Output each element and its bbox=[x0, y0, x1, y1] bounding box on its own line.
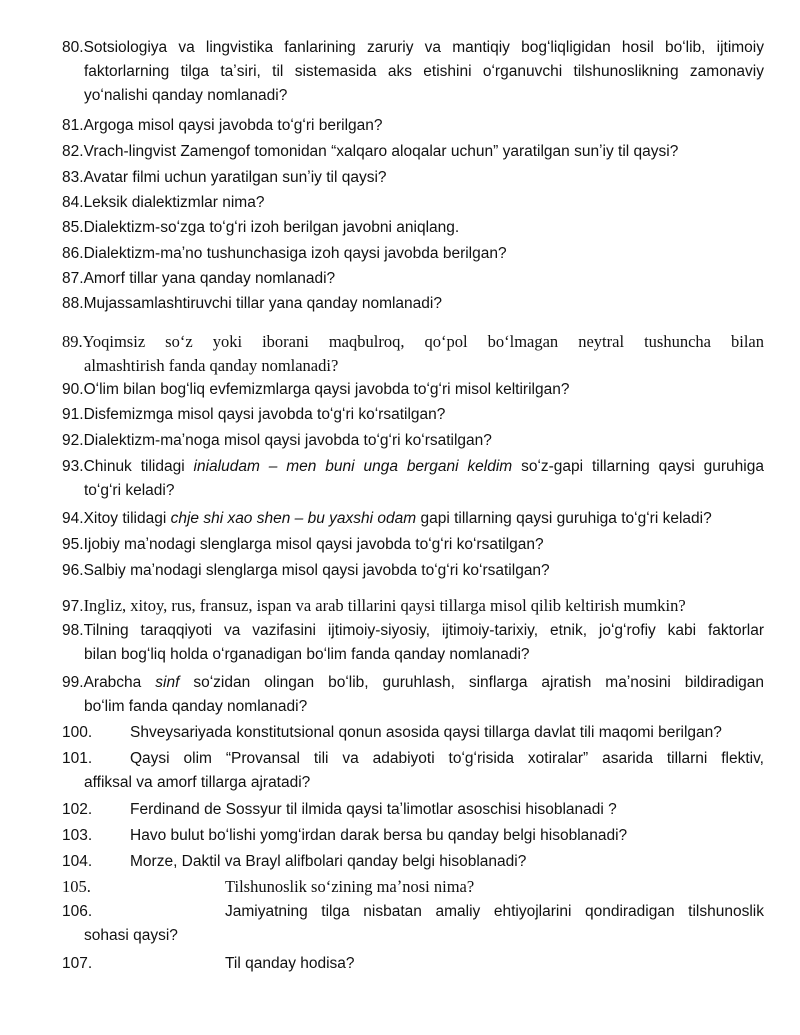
question-102 bbox=[62, 798, 764, 822]
question-number: 96. bbox=[62, 562, 84, 579]
question-number: 91. bbox=[62, 406, 84, 423]
question-text-cont: boʻlim fanda qanday nomlanadi? bbox=[84, 698, 308, 715]
question-101 bbox=[62, 747, 764, 795]
question-number: 88. bbox=[62, 295, 84, 312]
question-text: Ingliz, xitoy, rus, fransuz, ispan va arab tillarini qaysi tillarga misol qilib keltirish mumkin? bbox=[83, 596, 686, 615]
question-text: Ferdinand de Sossyur til ilmida qaysi taʼlimotlar asoschisi hisoblanadi ? bbox=[130, 801, 617, 818]
question-number: 82. bbox=[62, 143, 84, 160]
question-number: 94. bbox=[62, 510, 84, 527]
question-107 bbox=[62, 952, 764, 976]
question-text: Oʻlim bilan bogʻliq evfemizmlarga qaysi javobda toʻgʻri misol keltirilgan? bbox=[83, 381, 570, 398]
question-100 bbox=[62, 721, 764, 745]
question-text-cont: yoʻnalishi qanday nomlanadi? bbox=[84, 87, 288, 104]
question-number: 80. bbox=[62, 39, 84, 56]
question-number: 97. bbox=[62, 598, 84, 615]
question-number: 81. bbox=[62, 117, 84, 134]
question-97 bbox=[62, 594, 764, 619]
question-number: 89. bbox=[62, 332, 83, 351]
question-text-cont: bilan bogʻliq holda oʻrganadigan boʻlim fanda qanday nomlanadi? bbox=[84, 646, 530, 663]
question-number: 84. bbox=[62, 194, 84, 211]
question-text: Tilning taraqqiyoti va vazifasini ijtimoiy-siyosiy, ijtimoiy-tarixiy, etnik, joʻgʻrofiy kabi faktorlar bbox=[83, 622, 764, 639]
question-text: Til qanday hodisa? bbox=[225, 955, 355, 972]
question-text: soʻz-gapi tillarning qaysi guruhiga bbox=[512, 458, 764, 475]
question-81 bbox=[62, 114, 764, 138]
question-text-cont: toʻgʻri keladi? bbox=[84, 482, 175, 499]
question-number: 100. bbox=[62, 724, 93, 741]
question-99 bbox=[62, 671, 764, 719]
question-92 bbox=[62, 429, 764, 453]
question-95 bbox=[62, 533, 764, 557]
question-number: 101. bbox=[62, 750, 93, 767]
question-text: Havo bulut boʻlishi yomgʻirdan darak bersa bu qanday belgi hisoblanadi? bbox=[130, 827, 628, 844]
question-text-cont: faktorlarning tilga taʼsiri, til sistemasida aks etishini oʻrganuvchi tilshunoslikning zamonaviy bbox=[84, 63, 764, 80]
question-number: 102. bbox=[62, 801, 93, 818]
question-number: 99. bbox=[62, 674, 84, 691]
question-text-cont: almashtirish fanda qanday nomlanadi? bbox=[84, 356, 339, 375]
question-text: Arabcha bbox=[83, 674, 156, 691]
question-number: 98. bbox=[62, 622, 84, 639]
question-number: 93. bbox=[62, 458, 84, 475]
question-104 bbox=[62, 850, 764, 874]
question-87 bbox=[62, 267, 764, 291]
question-106 bbox=[62, 900, 764, 948]
question-82 bbox=[62, 140, 764, 164]
question-80 bbox=[62, 36, 764, 108]
question-94 bbox=[62, 507, 764, 531]
question-90 bbox=[62, 378, 764, 402]
question-text: Dialektizm-maʼno tushunchasiga izoh qaysi javobda berilgan? bbox=[83, 245, 507, 262]
question-text: Morze, Daktil va Brayl alifbolari qanday belgi hisoblanadi? bbox=[130, 853, 527, 870]
question-84 bbox=[62, 191, 764, 215]
question-text-cont: affiksal va amorf tillarga ajratadi? bbox=[84, 774, 311, 791]
question-89 bbox=[62, 330, 764, 378]
question-text: Disfemizmga misol qaysi javobda toʻgʻri koʻrsatilgan? bbox=[83, 406, 446, 423]
question-91 bbox=[62, 403, 764, 427]
question-text: Qaysi olim “Provansal tili va adabiyoti toʻgʻrisida xotiralar” asarida tillarni flektiv, bbox=[130, 750, 764, 767]
question-text: Vrach-lingvist Zamengof tomonidan “xalqaro aloqalar uchun” yaratilgan sunʼiy til qaysi? bbox=[83, 143, 679, 160]
question-number: 90. bbox=[62, 381, 84, 398]
question-88 bbox=[62, 292, 764, 316]
question-83 bbox=[62, 166, 764, 190]
question-text: Argoga misol qaysi javobda toʻgʻri berilgan? bbox=[83, 117, 383, 134]
question-text: Ijobiy maʼnodagi slenglarga misol qaysi javobda toʻgʻri koʻrsatilgan? bbox=[83, 536, 544, 553]
question-text: soʻzidan olingan boʻlib, guruhlash, sinflarga ajratish maʼnosini bildiradigan bbox=[179, 674, 764, 691]
question-number: 86. bbox=[62, 245, 84, 262]
question-text: Salbiy maʼnodagi slenglarga misol qaysi javobda toʻgʻri koʻrsatilgan? bbox=[83, 562, 550, 579]
question-text: Leksik dialektizmlar nima? bbox=[83, 194, 265, 211]
question-number: 103. bbox=[62, 827, 93, 844]
question-number: 92. bbox=[62, 432, 84, 449]
question-example: sinf bbox=[155, 674, 180, 691]
question-text: Jamiyatning tilga nisbatan amaliy ehtiyojlarini qondiradigan tilshunoslik bbox=[225, 903, 764, 920]
question-number: 87. bbox=[62, 270, 84, 287]
question-text: Sotsiologiya va lingvistika fanlarining zaruriy va mantiqiy bogʻliqligidan hosil boʻlib, ijtimoiy bbox=[83, 39, 764, 56]
question-text: Avatar filmi uchun yaratilgan sunʼiy til qaysi? bbox=[83, 169, 387, 186]
question-text: Dialektizm-soʻzga toʻgʻri izoh berilgan javobni aniqlang. bbox=[83, 219, 460, 236]
question-103 bbox=[62, 824, 764, 848]
question-number: 95. bbox=[62, 536, 84, 553]
question-text: Mujassamlashtiruvchi tillar yana qanday nomlanadi? bbox=[83, 295, 442, 312]
question-number: 106. bbox=[62, 903, 93, 920]
question-text: Dialektizm-maʼnoga misol qaysi javobda toʻgʻri koʻrsatilgan? bbox=[83, 432, 492, 449]
question-text: Shveysariyada konstitutsional qonun asosida qaysi tillarga davlat tili maqomi berilgan? bbox=[130, 724, 722, 741]
question-text: Chinuk tilidagi bbox=[83, 458, 194, 475]
question-number: 105. bbox=[62, 877, 91, 896]
question-text: Tilshunoslik soʻzining maʼnosi nima? bbox=[225, 877, 475, 896]
question-text: gapi tillarning qaysi guruhiga toʻgʻri keladi? bbox=[416, 510, 712, 527]
question-86 bbox=[62, 242, 764, 266]
question-example: chje shi xao shen – bu yaxshi odam bbox=[170, 510, 417, 527]
question-text: Amorf tillar yana qanday nomlanadi? bbox=[83, 270, 336, 287]
question-number: 85. bbox=[62, 219, 84, 236]
question-text: Yoqimsiz soʻz yoki iborani maqbulroq, qoʻpol boʻlmagan neytral tushuncha bilan bbox=[82, 332, 764, 351]
question-93 bbox=[62, 455, 764, 503]
question-example: inialudam – men buni unga bergani keldim bbox=[193, 458, 513, 475]
question-text: Xitoy tilidagi bbox=[83, 510, 171, 527]
question-number: 83. bbox=[62, 169, 84, 186]
question-text-cont: sohasi qaysi? bbox=[84, 927, 178, 944]
question-number: 107. bbox=[62, 955, 93, 972]
question-85 bbox=[62, 216, 764, 240]
question-105 bbox=[62, 875, 764, 899]
question-number: 104. bbox=[62, 853, 93, 870]
question-98 bbox=[62, 619, 764, 667]
question-96 bbox=[62, 559, 764, 583]
